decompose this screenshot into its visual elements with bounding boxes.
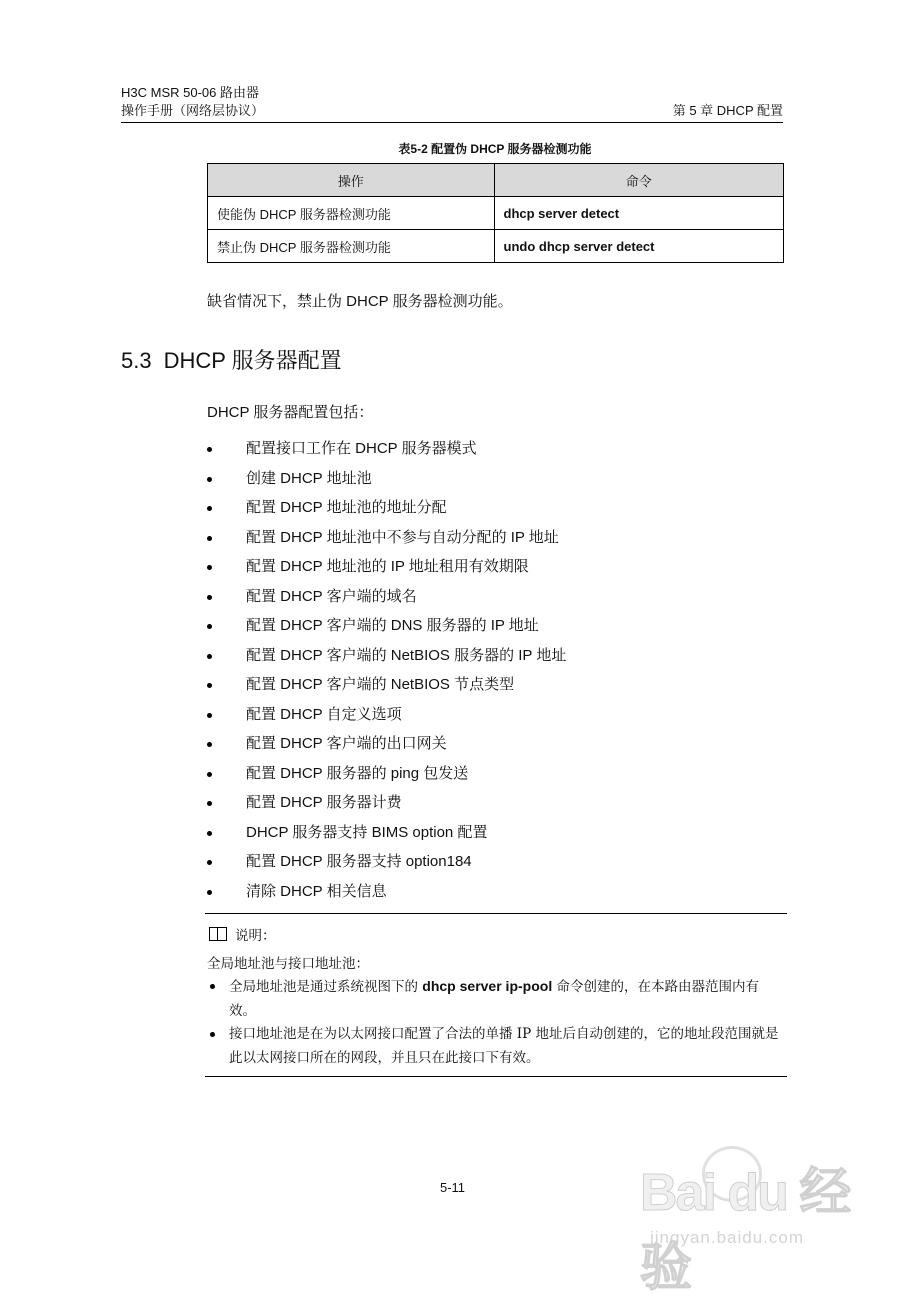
table-caption: 表5-2 配置伪 DHCP 服务器检测功能: [398, 142, 592, 156]
list-item: 配置 DHCP 地址池的 IP 地址租用有效期限: [207, 552, 566, 582]
section-number: 5.3: [121, 348, 152, 373]
note-item: 接口地址池是在为以太网接口配置了合法的单播 IP 地址后自动创建的，它的地址段范围就是此以太网接口所在的网段，并且只在此接口下有效。: [207, 1022, 785, 1070]
config-list: [207, 434, 566, 906]
page-header: [121, 84, 783, 120]
list-item: 配置 DHCP 客户端的 DNS 服务器的 IP 地址: [207, 611, 566, 641]
section-title: DHCP 服务器配置: [163, 348, 342, 373]
list-item: 配置 DHCP 客户端的 NetBIOS 节点类型: [207, 670, 566, 700]
list-item: 配置 DHCP 服务器支持 option184: [207, 847, 566, 877]
bullet-icon: [207, 772, 212, 777]
table-header-row: [208, 164, 784, 197]
section-heading: [121, 344, 342, 375]
list-item: 配置 DHCP 服务器计费: [207, 788, 566, 818]
bullet-icon: [207, 624, 212, 629]
baidu-watermark: [640, 1150, 860, 1297]
bullet-icon: [207, 713, 212, 718]
table-row: [208, 197, 784, 230]
bullet-icon: [207, 890, 212, 895]
bullet-icon: [207, 506, 212, 511]
table-cell-operation: 使能伪 DHCP 服务器检测功能: [208, 197, 495, 230]
command-table: [207, 163, 784, 263]
list-item: 配置接口工作在 DHCP 服务器模式: [207, 434, 566, 464]
list-item: 配置 DHCP 客户端的 NetBIOS 服务器的 IP 地址: [207, 641, 566, 671]
bullet-icon: [207, 683, 212, 688]
bullet-icon: [207, 477, 212, 482]
header-product: H3C MSR 50-06 路由器: [121, 85, 259, 100]
bullet-icon: [207, 831, 212, 836]
table-row: [208, 230, 784, 263]
bullet-icon: [207, 654, 212, 659]
intro-text: DHCP 服务器配置包括：: [207, 404, 374, 421]
note-item: 全局地址池是通过系统视图下的 dhcp server ip-pool 命令创建的，在本路由器范围内有效。: [207, 974, 785, 1023]
list-item: 配置 DHCP 服务器的 ping 包发送: [207, 759, 566, 789]
table-cell-operation: 禁止伪 DHCP 服务器检测功能: [208, 230, 495, 263]
list-item: 创建 DHCP 地址池: [207, 464, 566, 494]
header-manual: 操作手册（网络层协议）: [121, 103, 265, 118]
bullet-icon: [207, 565, 212, 570]
bullet-icon: [207, 860, 212, 865]
list-item: 配置 DHCP 自定义选项: [207, 700, 566, 730]
list-item: 配置 DHCP 地址池的地址分配: [207, 493, 566, 523]
list-item: DHCP 服务器支持 BIMS option 配置: [207, 818, 566, 848]
list-item: 配置 DHCP 客户端的域名: [207, 582, 566, 612]
bullet-icon: [210, 984, 215, 989]
table-header-operation: 操作: [208, 164, 495, 197]
table-cell-command: dhcp server detect: [494, 197, 784, 230]
table-cell-command: undo dhcp server detect: [494, 230, 784, 263]
bullet-icon: [207, 742, 212, 747]
bullet-icon: [207, 536, 212, 541]
note-box: [205, 913, 787, 1077]
watermark-brand: Bai du 经验: [640, 1164, 850, 1297]
book-icon: [209, 927, 227, 941]
bullet-icon: [207, 447, 212, 452]
bullet-icon: [207, 801, 212, 806]
header-chapter: 第 5 章 DHCP 配置: [672, 103, 783, 118]
bullet-icon: [207, 595, 212, 600]
bullet-icon: [210, 1032, 215, 1037]
table-header-command: 命令: [494, 164, 784, 197]
list-item: 配置 DHCP 客户端的出口网关: [207, 729, 566, 759]
command-text: dhcp server ip-pool: [422, 978, 553, 994]
default-note: 缺省情况下，禁止伪 DHCP 服务器检测功能。: [207, 293, 513, 310]
header-rule: [121, 122, 783, 123]
list-item: 清除 DHCP 相关信息: [207, 877, 566, 907]
page-number: 5-11: [439, 1180, 466, 1195]
note-title: 说明：: [209, 924, 276, 944]
watermark-url: jingyan.baidu.com: [650, 1228, 805, 1247]
list-item: 配置 DHCP 地址池中不参与自动分配的 IP 地址: [207, 523, 566, 553]
note-lead: 全局地址池与接口地址池：: [207, 956, 369, 972]
